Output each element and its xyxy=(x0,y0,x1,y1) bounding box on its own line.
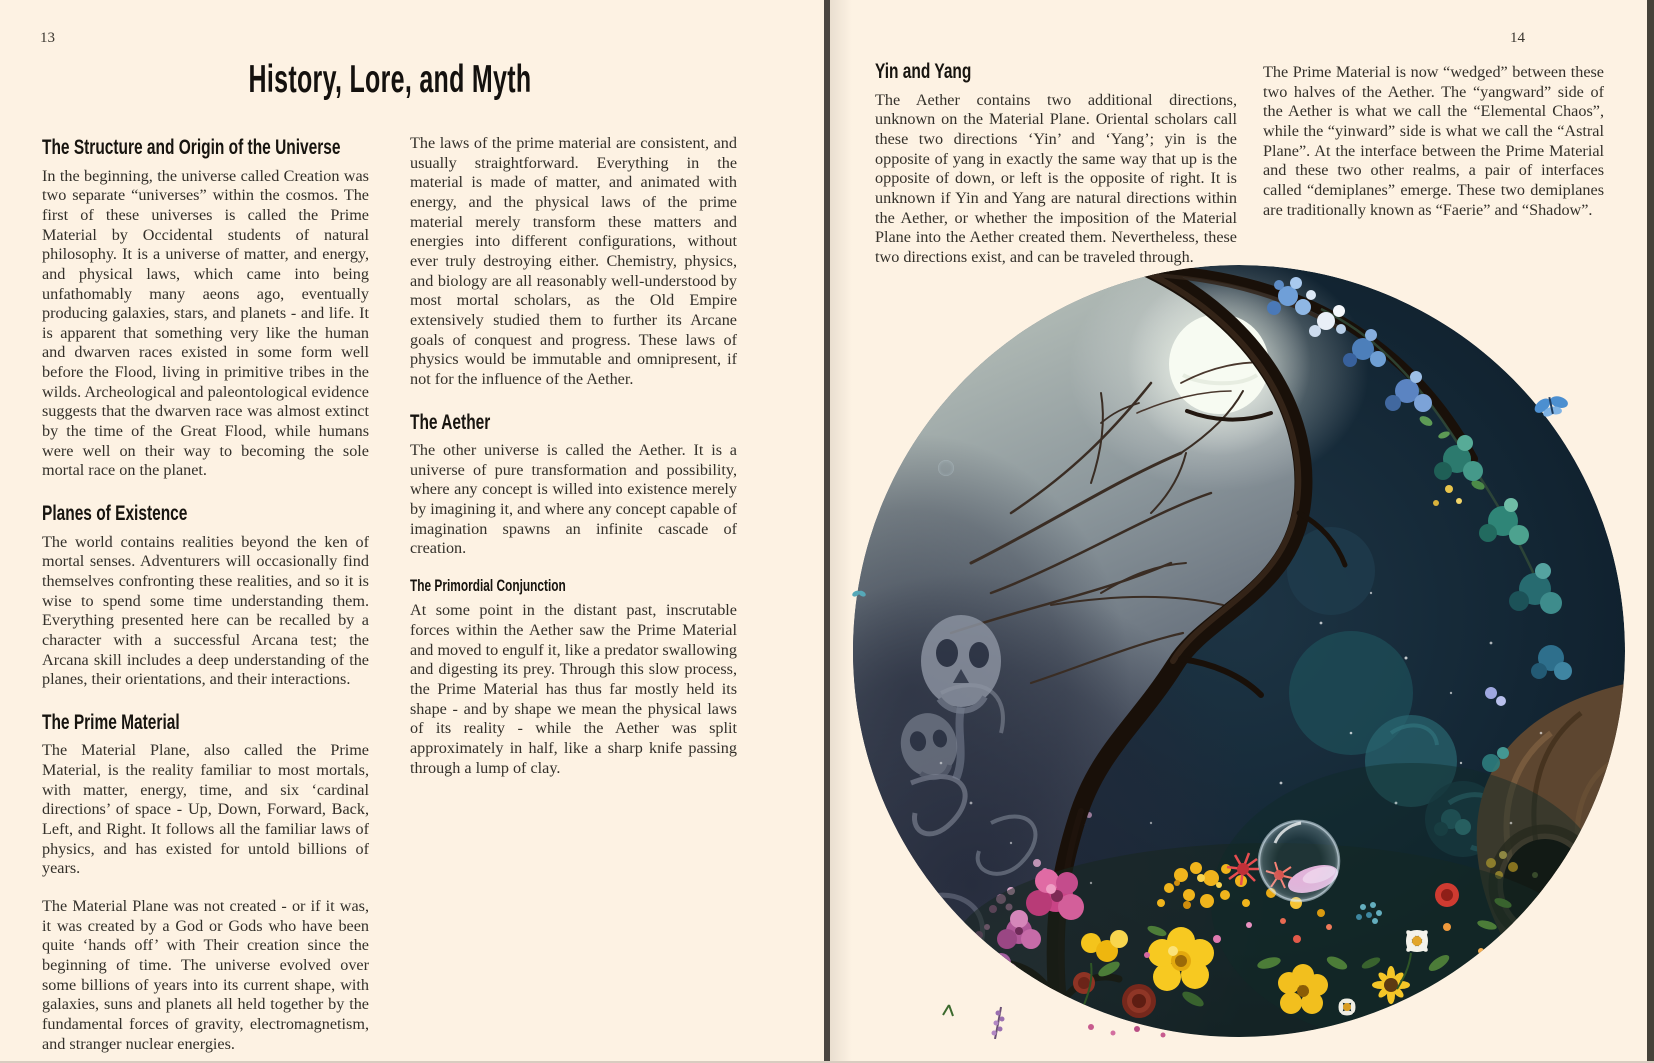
page-13 xyxy=(0,0,824,1063)
yin-yang-illustration xyxy=(851,263,1627,1039)
yin-yang-illustration-canvas xyxy=(851,263,1627,1039)
section-heading: Planes of Existence xyxy=(42,501,188,526)
section-heading: Yin and Yang xyxy=(875,59,972,83)
subsection-heading: The Primordial Conjunction xyxy=(410,577,566,596)
section-heading: The Aether xyxy=(410,409,491,434)
body-paragraph: The Material Plane was not created - or if it was, it was created by a God or Gods who have been quite ‘hands off’ with Their creation since the beginning of time. The universe evolved over some billions of years into its current shape, with galaxies, suns and planets all held together by the fundamental forces of gravity, electromagnetism, and stranger nuclear energies. xyxy=(42,897,369,1053)
page-number: 13 xyxy=(40,30,55,46)
body-paragraph: The other universe is called the Aether. It is a universe of pure transformation and possibility, where any concept is willed into existence merely by imagining it, and where any concept capable of imagination spawns an infinite cascade of creation. xyxy=(410,441,737,558)
right-page-column-1 xyxy=(875,60,1237,267)
body-paragraph: The Aether contains two additional directions, unknown on the Material Plane. Oriental scholars call these two directions ‘Yin’ and ‘Yang’; yin is the opposite of yang in exactly the same way that up is the opposite of down, or left is the opposite of right. It is unknown if Yin and Yang are natural directions within the Aether, or whether the imposition of the Material Plane into the Aether created them. Nevertheless, these two directions exist, and can be traveled through. xyxy=(875,90,1237,266)
lavender-sprig xyxy=(992,1007,1005,1039)
body-paragraph: The laws of the prime material are consistent, and usually straightforward. Everything in the material is made of matter, and animated with energy, and the physical laws of the prime material merely transform these matters and energies into different configurations, without ever truly destroying either. Chemistry, physics, and biology are all reasonably well-understood by most mortal scholars, as the Old Empire extensively studied them to further its Arcane goals of conquest and progress. These laws of physics would be immutable and omnipresent, if not for the influence of the Aether. xyxy=(410,134,737,388)
body-paragraph: In the beginning, the universe called Creation was two separate “universes” within the cosmos. The first of these universes is called the Prime Material by Occidental students of natural philosophy. It is a universe of matter, and energy, and physical laws, which came into being unfathomably many aeons ago, eventually producing galaxies, stars, and planets - and life. It is apparent that something very like the human and dwarven races existed in some form well before the Flood, living in primitive tribes in the wilds. Archeological and paleontological evidence suggests that the dwarven race was almost extinct by the time of the Great Flood, while humans were well on their way to becoming the sole mortal race on the planet. xyxy=(42,166,369,480)
body-paragraph: The Material Plane, also called the Prime Material, is the reality familiar to most mortals, with matter, energy, time, and six ‘cardinal directions’ of space - Up, Down, Forward, Back, Left, and Right. It follows all the familiar laws of physics, and has existed for untold billions of years. xyxy=(42,741,369,878)
section-heading: The Prime Material xyxy=(42,709,180,734)
chapter-title: History, Lore, and Myth xyxy=(248,58,532,101)
body-paragraph: The world contains realities beyond the ken of mortal senses. Adventurers will occasionally find themselves confronting these realities, and so it is wise to spend some time understanding them. Everything presented here can be recalled by a character with a successful Arcana test; the Arcana skill includes a deep understanding of the planes, their orientations, and their interactions. xyxy=(42,532,369,689)
left-page-column-2 xyxy=(410,134,737,778)
section-heading: The Structure and Origin of the Universe xyxy=(42,135,341,159)
page-number: 14 xyxy=(1510,30,1525,46)
bubble xyxy=(1259,821,1339,901)
right-page-column-2 xyxy=(1263,63,1604,220)
page-edge-right xyxy=(1647,0,1654,1063)
body-paragraph: At some point in the distant past, inscrutable forces within the Aether saw the Prime Material and moved to engulf it, like a predator swallowing and digesting its prey. Through this slow process, the Prime Material has thus far mostly held its shape - and by shape we mean the physical laws of its reality - while the Aether was split approximately in half, like a sharp knife passing through a lump of clay. xyxy=(410,601,737,777)
left-page-column-1 xyxy=(42,136,369,1054)
body-paragraph: The Prime Material is now “wedged” between these two halves of the Aether. The “yangward” side of the Aether is what we call the “Elemental Chaos”, while the “yinward” side is what we call the “Astral Plane”. At the interface between the Prime Material and these two other realms, a pair of interfaces called “demiplanes” emerge. These two demiplanes are traditionally known as “Faerie” and “Shadow”. xyxy=(1263,63,1604,219)
